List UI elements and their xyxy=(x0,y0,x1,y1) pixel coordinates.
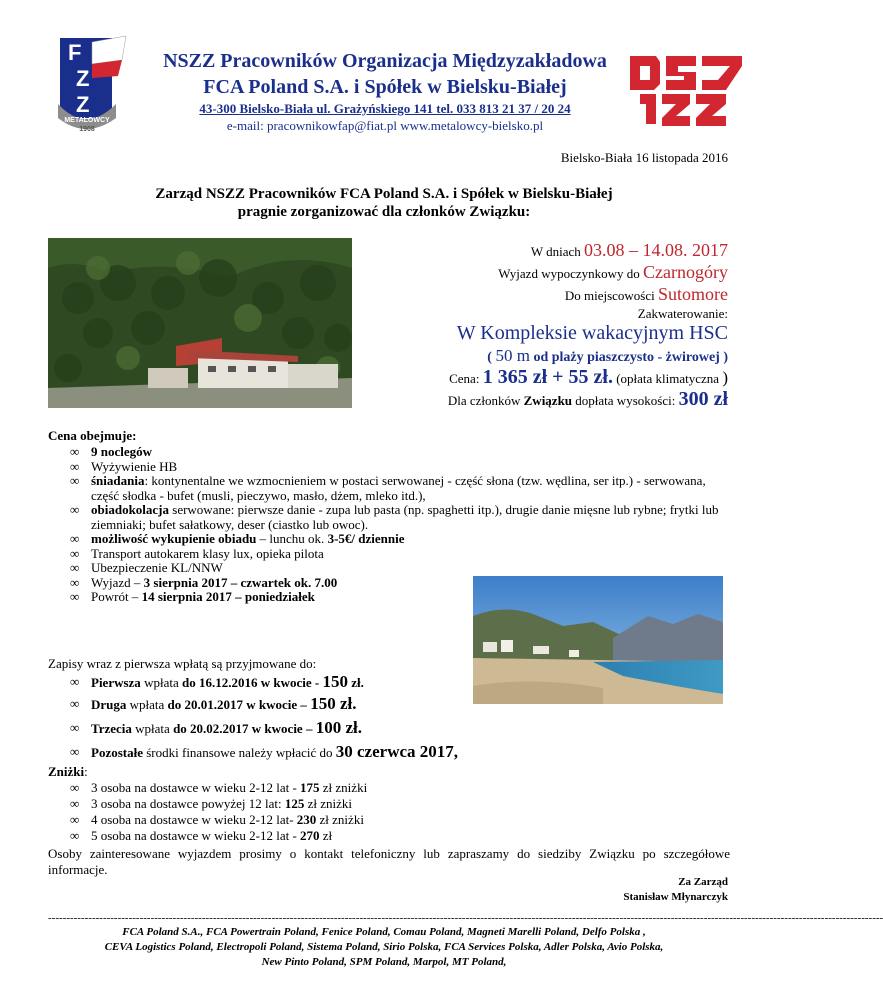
discounts-list xyxy=(48,780,728,844)
list-item: ∞ Ubezpieczenie KL/NNW xyxy=(70,560,223,575)
member-supplement-line: Dla członków Związku dopłata wysokości: 300 zł xyxy=(447,388,728,410)
union-logo-red xyxy=(626,50,746,130)
price-value: 1 365 zł + 55 zł. xyxy=(482,366,613,388)
trip-country: Czarnogóry xyxy=(643,262,728,282)
footer-divider: ------------------------------------------------------------------------------------------------------------------------------------------------------------------------------------------------------------------------------------ xyxy=(48,912,883,924)
footer-companies-line2: CEVA Logistics Poland, Electropoli Poland, Sistema Poland, Sirio Polska, FCA Services Polska, Adler Polska, Avio Polska, xyxy=(104,941,664,953)
letter-date: Bielsko-Biała 16 listopada 2016 xyxy=(560,150,728,165)
price-line: Cena: 1 365 zł + 55 zł. (opłata klimatyczna ) xyxy=(449,366,728,388)
trip-dates-line: W dniach 03.08 – 14.08. 2017 xyxy=(530,240,728,260)
list-item: ∞ 5 osoba na dostawce w wieku 2-12 lat - 270 zł xyxy=(70,828,333,843)
list-item: ∞ 3 osoba na dostawce w wieku 2-12 lat - 175 zł zniżki xyxy=(70,780,368,795)
list-item: ∞ Pozostałe środki finansowe należy wpłacić do 30 czerwca 2017, xyxy=(70,742,459,761)
includes-heading: Cena obejmuje: xyxy=(48,428,137,443)
list-item: ∞ możliwość wykupienie obiadu – lunchu ok. 3-5€/ dziennie xyxy=(70,531,405,546)
hotel-hillside-photo xyxy=(48,238,352,408)
lodging-complex: W Kompleksie wakacyjnym HSC xyxy=(456,322,728,344)
logo-year: 1908 xyxy=(79,126,95,133)
org-address: 43-300 Bielsko-Biała ul. Grażyńskiego 141 tel. 033 813 21 37 / 20 24 xyxy=(199,101,571,116)
org-contact: e-mail: pracownikowfap@fiat.pl www.metalowcy-bielsko.pl xyxy=(226,118,544,133)
org-name-line1: NSZZ Pracowników Organizacja Międzyzakładowa xyxy=(163,50,607,72)
signup-heading: Zapisy wraz z pierwsza wpłatą są przyjmowane do: xyxy=(48,656,317,671)
trip-town-line: Do miejscowości Sutomore xyxy=(564,284,728,304)
fzz-metalowcy-logo xyxy=(52,34,132,134)
list-item: ∞ Druga wpłata do 20.01.2017 w kwocie – 150 zł. xyxy=(70,694,357,713)
document-title-line1: Zarząd NSZZ Pracowników FCA Poland S.A. i Spółek w Bielsku-Białej xyxy=(155,186,613,202)
closing-paragraph: Osoby zainteresowane wyjazdem prosimy o kontakt telefoniczny lub zapraszamy do siedziby Związku po szczegółowe informacje. xyxy=(48,846,730,877)
member-supplement-value: 300 zł xyxy=(678,388,728,410)
list-item: ∞ Wyżywienie HB xyxy=(70,458,178,474)
discounts-heading: Zniżki: xyxy=(48,764,88,779)
signature-name: Stanisław Młynarczyk xyxy=(623,891,728,903)
logo-text: METALOWCY xyxy=(64,117,110,124)
list-item: ∞ Wyjazd – 3 sierpnia 2017 – czwartek ok. 7.00 xyxy=(70,574,338,590)
logo-letter-z1: Z xyxy=(76,66,90,91)
list-item: ∞ Powrót – 14 sierpnia 2017 – poniedziałek xyxy=(70,589,315,604)
beach-distance-line: ( 50 m od plaży piaszczysto - żwirowej ) xyxy=(487,346,728,365)
logo-letter-z2: Z xyxy=(76,92,90,117)
list-item: ∞ Pierwsza wpłata do 16.12.2016 w kwocie - 150 zł. xyxy=(70,672,364,691)
list-item: ∞ Trzecia wpłata do 20.02.2017 w kwocie – 100 zł. xyxy=(70,718,362,737)
signup-list xyxy=(48,672,728,764)
list-item: ∞ Transport autokarem klasy lux, opieka pilota xyxy=(70,545,324,561)
list-item: ∞ śniadania: kontynentalne we wzmocnieniem w postaci serwowanej - część słona (tzw. wędlina, ser itp.) - serwowana, część słodka - bufet (musli, pieczywo, masło, dżem, mleko itd.), xyxy=(70,473,706,503)
trip-destination-line: Wyjazd wypoczynkowy do Czarnogóry xyxy=(498,262,728,282)
document-title-line2: pragnie zorganizować dla członków Związku: xyxy=(237,204,531,220)
logo-letter-f: F xyxy=(68,40,82,65)
list-item: ∞ 9 noclegów xyxy=(70,444,153,459)
signature-line1: Za Zarząd xyxy=(678,876,728,888)
list-item: ∞ 4 osoba na dostawce w wieku 2-12 lat- 230 zł zniżki xyxy=(70,812,364,827)
footer-companies-line3: New Pinto Poland, SPM Poland, Marpol, MT Poland, xyxy=(261,956,507,968)
org-name-line2: FCA Poland S.A. i Spółek w Bielsku-Białej xyxy=(203,76,567,98)
lodging-label: Zakwaterowanie: xyxy=(637,306,728,321)
footer-companies-line1: FCA Poland S.A., FCA Powertrain Poland, Fenice Poland, Comau Poland, Magneti Marelli Poland, Delfo Polska , xyxy=(122,926,646,938)
list-item: ∞ 3 osoba na dostawce powyżej 12 lat: 125 zł zniżki xyxy=(70,796,353,811)
trip-dates: 03.08 – 14.08. 2017 xyxy=(584,240,728,260)
trip-town: Sutomore xyxy=(658,284,728,304)
list-item: ∞ obiadokolacja serwowane: pierwsze danie - zupa lub pasta (np. spaghetti itp.), drugie danie mięsne lub rybne; frytki lub ziemniaki; bufet sałatkowy, deser (ciastko lub owoc). xyxy=(70,502,719,532)
